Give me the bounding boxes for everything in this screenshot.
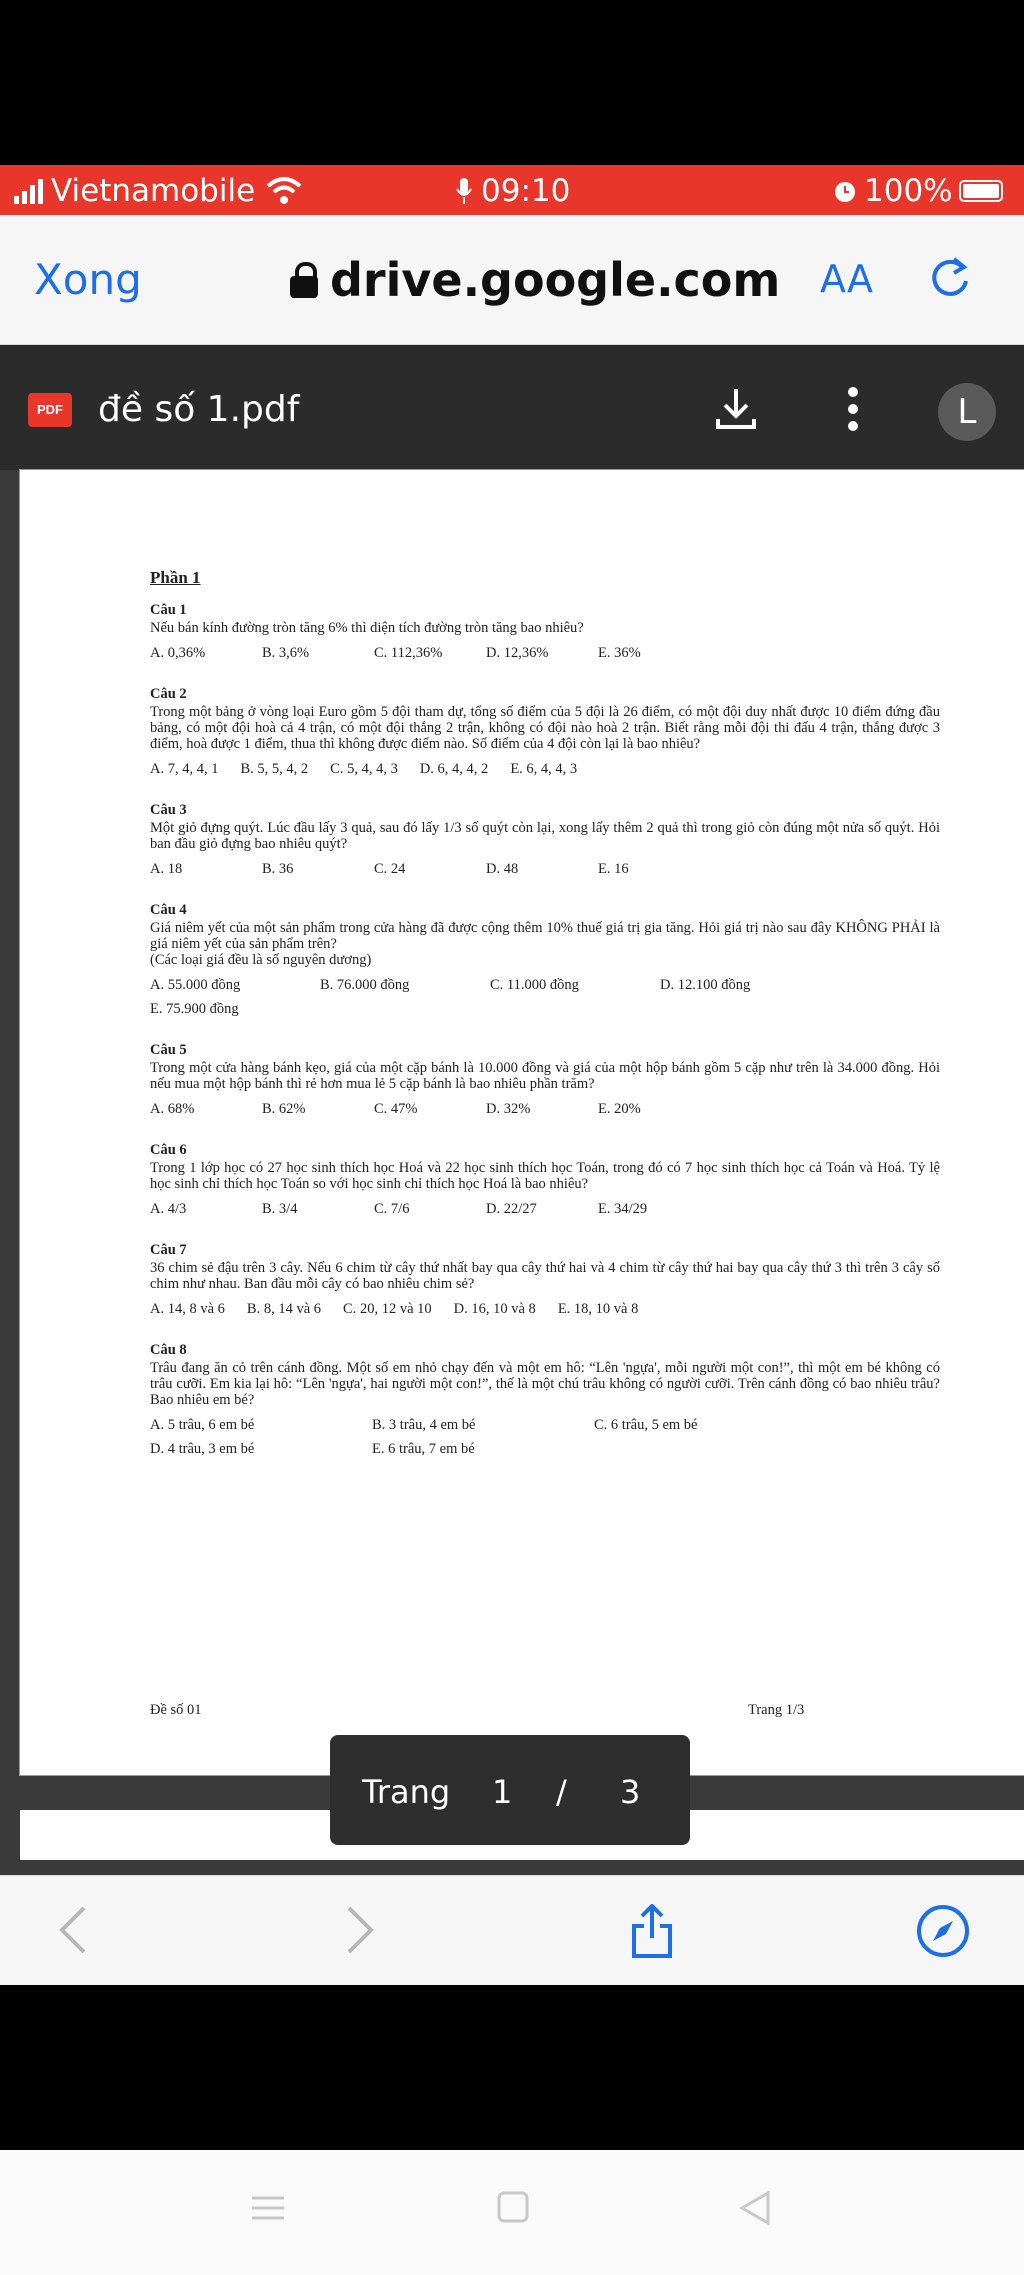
option: C. 24 (374, 861, 406, 877)
question-3 (150, 802, 940, 885)
question-title: Câu 8 (150, 1342, 187, 1358)
question-4 (150, 902, 940, 1025)
question-2 (150, 686, 940, 785)
back-icon[interactable] (58, 1904, 88, 1956)
question-title: Câu 4 (150, 902, 187, 918)
question-title: Câu 1 (150, 602, 187, 618)
answer-options (150, 861, 940, 885)
address-field[interactable] (290, 253, 780, 307)
page-footer-right: Trang 1/3 (748, 1702, 805, 1718)
question-title: Câu 7 (150, 1242, 187, 1258)
option: D. 4 trâu, 3 em bé (150, 1441, 255, 1457)
share-icon[interactable] (628, 1904, 676, 1960)
compass-icon[interactable] (916, 1904, 970, 1958)
carrier-name: Vietnamobile (51, 173, 256, 209)
browser-bottom-toolbar (0, 1875, 1024, 1985)
option: B. 3,6% (262, 645, 310, 661)
option: B. 62% (262, 1101, 306, 1117)
option: B. 76.000 đồng (320, 977, 410, 993)
question-body: Trong một cửa hàng bánh kẹo, giá của một cặp bánh là 10.000 đồng và giá của một hộp bánh gồm 5 cặp như trên là 34.000 đồng. Hỏi nếu mua một hộp bánh thì rẻ hơn mua lẻ 5 cặp bánh là bao nhiêu phần trăm? (150, 1060, 940, 1092)
option: E. 34/29 (598, 1201, 648, 1217)
pdf-viewer[interactable] (0, 470, 1024, 1875)
option: E. 20% (598, 1101, 641, 1117)
option: B. 3 trâu, 4 em bé (372, 1417, 476, 1433)
status-time: 09:10 (481, 173, 571, 209)
option: A. 14, 8 và 6 (150, 1301, 225, 1317)
option: D. 12,36% (486, 645, 549, 661)
question-body: Nếu bán kính đường tròn tăng 6% thì diện tích đường tròn tăng bao nhiêu? (150, 620, 584, 636)
pdf-file-icon: PDF (28, 393, 72, 427)
option: E. 6, 4, 4, 3 (510, 761, 578, 777)
question-note: (Các loại giá đều là số nguyên dương) (150, 952, 372, 968)
answer-options (150, 1201, 940, 1225)
option: C. 6 trâu, 5 em bé (594, 1417, 698, 1433)
page-footer-left: Đề số 01 (150, 1702, 202, 1718)
page-indicator-label: Trang (362, 1773, 451, 1811)
back-nav-icon[interactable] (738, 2190, 772, 2226)
signal-icon (14, 178, 43, 204)
question-body: Giá niêm yết của một sản phẩm trong cửa hàng đã được cộng thêm 10% thuế giá trị gia tăng. Hỏi giá trị nào sau đây KHÔNG PHẢI là giá niêm yết của sản phẩm trên? (150, 920, 940, 952)
option: B. 3/4 (262, 1201, 298, 1217)
page-indicator-total: 3 (620, 1773, 641, 1811)
option: E. 75.900 đồng (150, 1001, 239, 1017)
question-title: Câu 5 (150, 1042, 187, 1058)
option: E. 6 trâu, 7 em bé (372, 1441, 475, 1457)
question-body: Trong một bảng ở vòng loại Euro gồm 5 đội tham dự, tổng số điểm của 5 đội là 26 điểm, có một đội duy nhất được 10 điểm đứng đầu bảng, có một đội hoà cả 4 trận, có một đội thắng 2 trận, không có đội nào hoà 2 trận. Biết rằng mỗi đội thi đấu 4 trận, thắng được 3 điểm, hoà được 1 điểm, thua thì không được điểm nào. Số điểm của 4 đội còn lại là bao nhiêu? (150, 704, 940, 752)
url-text: drive.google.com (330, 253, 781, 307)
question-body: Trong 1 lớp học có 27 học sinh thích học Hoá và 22 học sinh thích học Toán, trong đó có 7 học sinh thích học cả Toán và Hoá. Tỷ lệ học sinh chỉ thích học Toán so với học sinh chỉ thích học Hoá là bao nhiêu? (150, 1160, 940, 1192)
question-title: Câu 3 (150, 802, 187, 818)
option: B. 8, 14 và 6 (246, 1301, 322, 1317)
question-6 (150, 1142, 940, 1225)
home-icon[interactable] (496, 2190, 530, 2224)
reload-icon[interactable] (928, 253, 974, 303)
option: A. 55.000 đồng (150, 977, 241, 993)
battery-percent: 100% (864, 173, 953, 209)
question-8 (150, 1342, 940, 1465)
option: D. 12.100 đồng (660, 977, 751, 993)
android-nav-bar (0, 2150, 1024, 2275)
document-content (150, 570, 940, 1482)
answer-options (150, 977, 940, 1025)
answer-options (150, 1301, 940, 1325)
carrier-group (14, 173, 303, 209)
option: A. 68% (150, 1101, 195, 1117)
question-title: Câu 6 (150, 1142, 187, 1158)
option: C. 112,36% (374, 645, 443, 661)
answer-options (150, 1101, 940, 1125)
page-indicator-separator: / (556, 1773, 567, 1811)
option: B. 5, 5, 4, 2 (240, 761, 309, 777)
question-title: Câu 2 (150, 686, 187, 702)
part-title: Phần 1 (150, 568, 201, 587)
option: D. 6, 4, 4, 2 (419, 761, 489, 777)
option: A. 5 trâu, 6 em bé (150, 1417, 255, 1433)
option: B. 36 (262, 861, 294, 877)
browser-url-bar (0, 215, 1024, 345)
option: A. 7, 4, 4, 1 (150, 761, 219, 777)
line-break (816, 1417, 928, 1433)
option: A. 18 (150, 861, 183, 877)
option: C. 11.000 đồng (490, 977, 579, 993)
option: C. 47% (374, 1101, 418, 1117)
question-1 (150, 602, 940, 669)
option: A. 4/3 (150, 1201, 187, 1217)
pdf-page (20, 470, 1024, 1775)
download-icon[interactable] (715, 387, 757, 431)
option: C. 20, 12 và 10 (343, 1301, 432, 1317)
option: D. 32% (486, 1101, 531, 1117)
question-body: Trâu đang ăn cỏ trên cánh đồng. Một số em nhỏ chạy đến và một em hô: “Lên 'ngựa', mỗi người một con!”, thì một em bé không có trâu cưỡi. Em kia lại hô: “Lên 'ngựa', hai người một con!”, thế là một chú trâu không có người cưỡi. Trên cánh đồng có bao nhiêu trâu? Bao nhiêu em bé? (150, 1360, 940, 1408)
pdf-filename: đề số 1.pdf (98, 389, 300, 430)
battery-icon (959, 180, 1003, 202)
time-group (455, 173, 570, 209)
answer-options (150, 645, 940, 669)
menu-icon[interactable] (250, 2190, 286, 2226)
question-7 (150, 1242, 940, 1325)
bottom-black-area (0, 1985, 1024, 2150)
option: A. 0,36% (150, 645, 206, 661)
question-body: 36 chim sẻ đậu trên 3 cây. Nếu 6 chim từ cây thứ nhất bay qua cây thứ hai và 4 chim từ cây thứ hai bay qua cây thứ 3 thì trên 3 cây số chim như nhau. Ban đầu mỗi cây có bao nhiêu chim sẻ? (150, 1260, 940, 1292)
answer-options (150, 761, 940, 785)
more-options-icon[interactable] (848, 387, 860, 438)
top-black-area (0, 0, 1024, 165)
pdf-toolbar (0, 345, 1024, 470)
battery-group (832, 173, 1003, 209)
status-bar (0, 165, 1024, 215)
question-5 (150, 1042, 940, 1125)
answer-options (150, 1417, 940, 1465)
option: D. 16, 10 và 8 (453, 1301, 536, 1317)
avatar[interactable]: L (938, 383, 996, 441)
text-size-button[interactable]: AA (820, 257, 874, 301)
wifi-icon (265, 176, 303, 206)
page-indicator-current: 1 (492, 1773, 513, 1811)
page-indicator (330, 1735, 690, 1845)
done-button[interactable]: Xong (34, 255, 142, 304)
option: E. 18, 10 và 8 (557, 1301, 639, 1317)
option: C. 7/6 (374, 1201, 410, 1217)
option: E. 36% (598, 645, 641, 661)
alarm-icon (832, 178, 858, 204)
microphone-icon (455, 177, 473, 205)
forward-icon[interactable] (345, 1904, 375, 1956)
option: D. 48 (486, 861, 519, 877)
option: D. 22/27 (486, 1201, 537, 1217)
option: C. 5, 4, 4, 3 (330, 761, 398, 777)
question-body: Một giỏ đựng quýt. Lúc đầu lấy 3 quả, sau đó lấy 1/3 số quýt còn lại, xong lấy thêm 2 quả thì trong giỏ còn đúng một nửa số quýt. Hỏi ban đầu giỏ đựng bao nhiêu quýt? (150, 820, 940, 852)
lock-icon (290, 262, 318, 298)
option: E. 16 (598, 861, 629, 877)
